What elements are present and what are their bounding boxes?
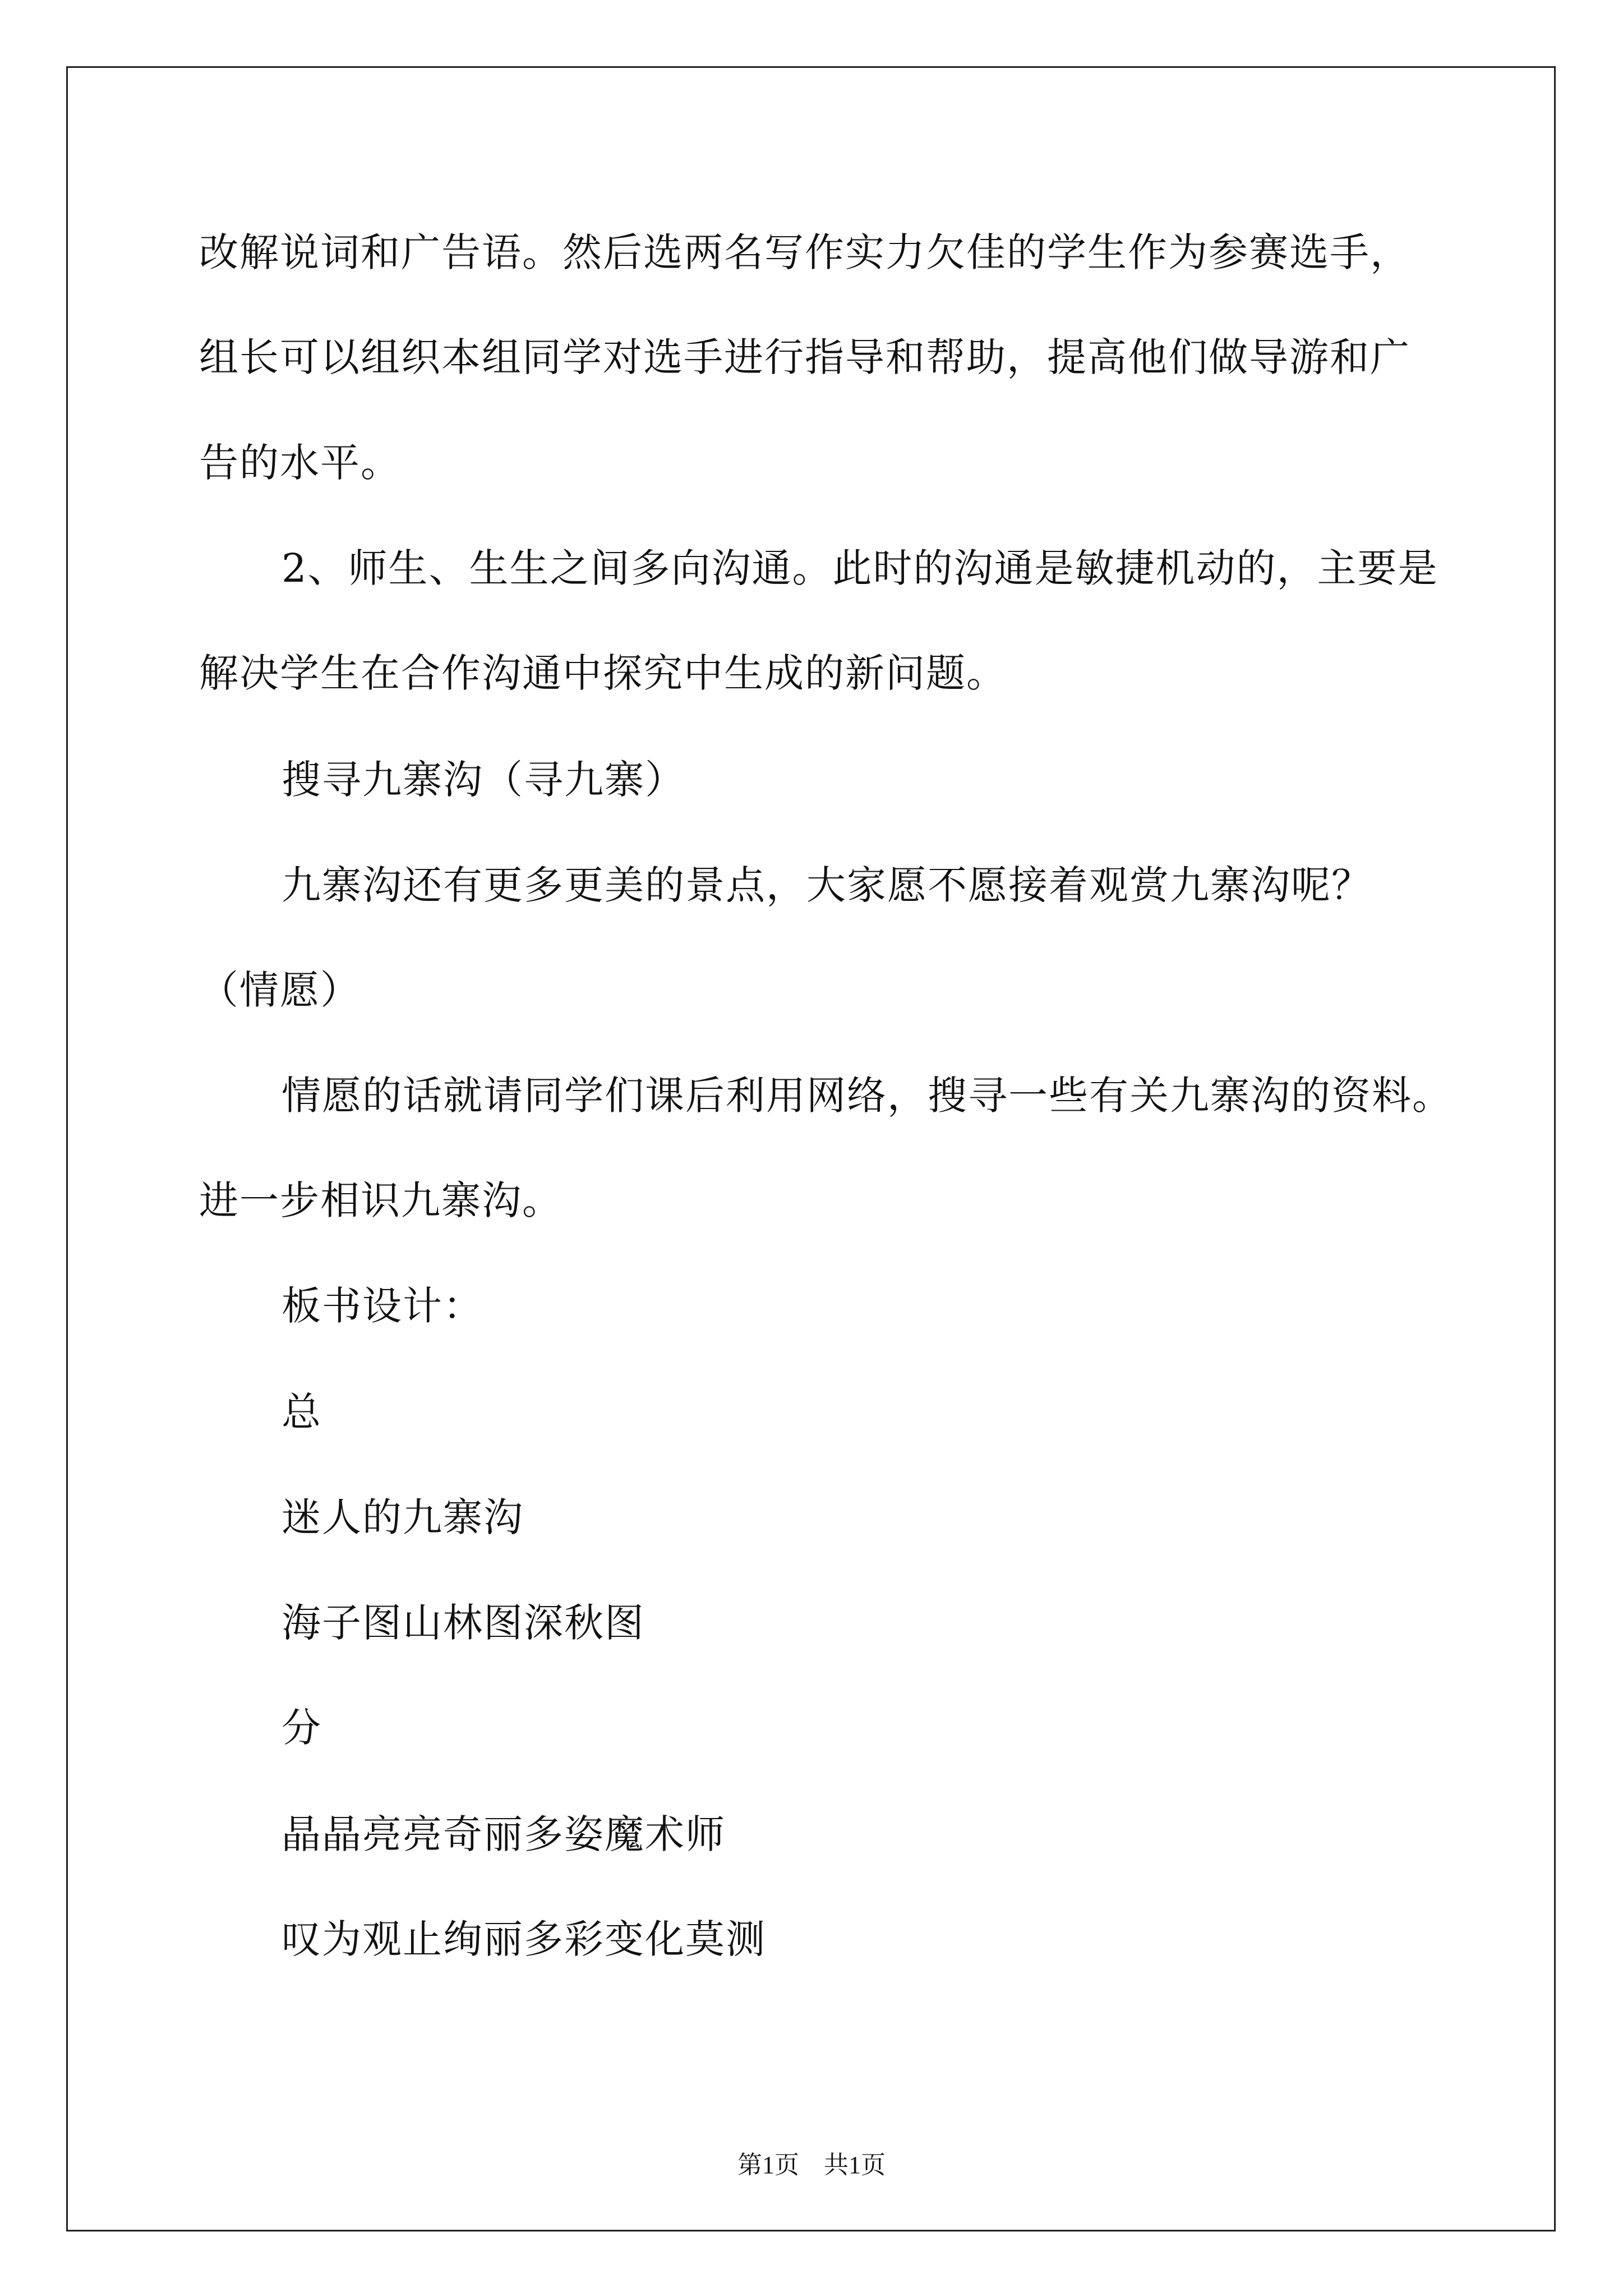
text-line: 晶晶亮亮奇丽多姿魔术师: [282, 1811, 726, 1857]
text-line: 分: [282, 1705, 322, 1751]
text-line: 总: [282, 1389, 322, 1435]
text-line: 迷人的九寨沟: [282, 1494, 524, 1540]
page-number-footer: 第1页 共1页: [737, 2151, 886, 2179]
text-line: 九寨沟还有更多更美的景点，大家愿不愿接着观赏九寨沟呢？: [282, 862, 1372, 908]
text-line: 2、师生、生生之间多向沟通。此时的沟通是敏捷机动的，主要是: [282, 545, 1438, 591]
text-line: 海子图山林图深秋图: [282, 1600, 645, 1646]
text-line: 叹为观止绚丽多彩变化莫测: [282, 1916, 766, 1962]
text-line: 板书设计：: [282, 1283, 483, 1329]
page-border: [66, 66, 1556, 2231]
text-line: 搜寻九寨沟（寻九寨）: [282, 757, 685, 803]
text-line: 改解说词和广告语。然后选两名写作实力欠佳的学生作为参赛选手，: [199, 229, 1410, 275]
text-line: 进一步相识九寨沟。: [199, 1177, 562, 1223]
text-line: 组长可以组织本组同学对选手进行指导和帮助，提高他们做导游和广: [199, 334, 1410, 380]
text-line: 解决学生在合作沟通中探究中生成的新问题。: [199, 650, 1007, 696]
text-line: 告的水平。: [199, 440, 401, 486]
text-line: （情愿）: [199, 967, 361, 1013]
text-line: 情愿的话就请同学们课后利用网络，搜寻一些有关九寨沟的资料。: [282, 1073, 1453, 1119]
